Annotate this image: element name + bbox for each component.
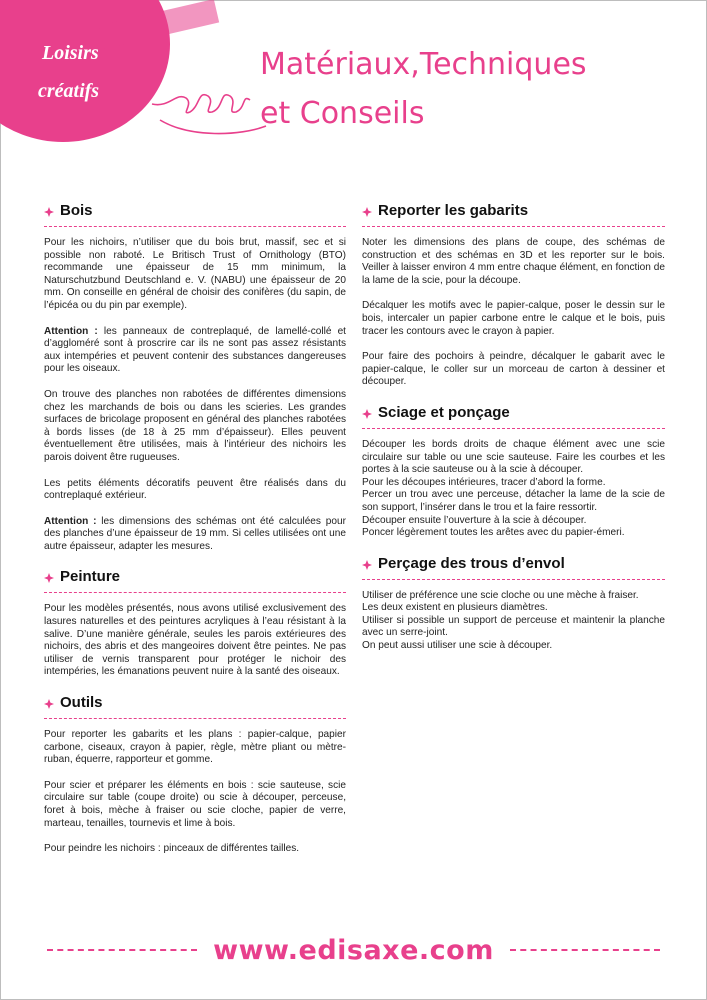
section-divider	[362, 226, 665, 227]
paragraph-text: Pour les modèles présentés, nous avons utilisé exclusivement des lasures naturelles et des peintures acryliques à l’eau résistant à la salive. D’une manière générale, seules les parois extérieures des nichoirs, des abris et des mangeoires doivent être peintes. Ne pas utiliser de vernis transparent pour protéger le nichoir des intempéries, les émanations peuvent nuire à la santé des oiseaux.	[44, 603, 346, 678]
diamond-bullet-icon	[362, 560, 372, 570]
section-title-text: Peinture	[60, 568, 121, 586]
paragraph	[44, 478, 346, 503]
paragraph-label: Attention :	[44, 325, 104, 337]
paragraph-text: On trouve des planches non rabotées de différentes dimensions chez les marchands de bois ou dans les scieries. Les grandes surfaces de bricolage proposent en général des planches rabotées à bords lisses (de 18 à 25 mm d’épaisseur). Elles peuvent éventuellement être utilisées, mais à l’intérieur des nichoirs les parois doivent être rugueuses.	[44, 388, 346, 463]
paragraph	[362, 237, 665, 287]
paragraph-text: Pour faire des pochoirs à peindre, décalquer le gabarit avec le papier-calque, le coller sur un morceau de carton à dessiner et découper.	[362, 351, 665, 388]
section-title	[362, 553, 665, 575]
footer	[0, 934, 707, 966]
diamond-bullet-icon	[362, 207, 372, 217]
paragraph	[362, 439, 665, 540]
paragraph	[44, 237, 346, 313]
paragraph-text: Découper les bords droits de chaque élément avec une scie circulaire sur table ou une scie sauteuse. Faire les courbes et les portes à la scie sauteuse ou à la scie à découper. Pour les découpes intérieures, tracer d’abord la forme. Percer un trou avec une perceuse, détacher la lame de la scie de son support, l’insérer dans le trou et la faire ressortir. Découper ensuite l’ouverture à la scie à découper. Poncer légèrement toutes les arêtes avec du papier-émeri.	[362, 438, 665, 539]
paragraph	[44, 326, 346, 376]
section-divider	[362, 579, 665, 580]
paragraph-text: Pour les nichoirs, n’utiliser que du bois brut, massif, sec et si possible non raboté. Le Britisch Trust of Ornithology (BTO) recommande une épaisseur de 15 mm minimum, la Naturschutzbund Deutschland e. V. (NABU) une épaisseur de 20 mm. On conseille en général de choisir des conifères (du sapin, de l’épicéa ou du pin par exemple).	[44, 237, 346, 311]
paragraph-text: Utiliser de préférence une scie cloche ou une mèche à fraiser. Les deux existent en plusieurs diamètres. Utiliser si possible un support de perceuse et maintenir la planche avec un serre-joint. On peut aussi utiliser une scie à découper.	[362, 589, 665, 652]
section-title	[362, 402, 665, 424]
footer-dashes-left	[47, 949, 197, 951]
page-title-line-2: et Conseils	[260, 96, 425, 131]
section-divider	[362, 428, 665, 429]
paragraph-text: Les petits éléments décoratifs peuvent être réalisés dans du contreplaqué extérieur.	[44, 477, 346, 502]
paragraph	[362, 351, 665, 389]
paragraph	[44, 516, 346, 554]
paragraph-text: Décalquer les motifs avec le papier-calque, poser le dessin sur le bois, intercaler un papier carbone entre le calque et le bois, puis tracer les contours avec le crayon à papier.	[362, 300, 665, 337]
diamond-bullet-icon	[44, 573, 54, 583]
paragraph-label: Attention :	[44, 515, 102, 527]
paragraph	[362, 590, 665, 653]
section-title	[362, 200, 665, 222]
paragraph-text: Noter les dimensions des plans de coupe, des schémas de construction et des schémas en 3D et les reporter sur le bois. Veiller à laisser environ 4 mm entre chaque élément, en fonction de la lame de la scie, pour la découpe.	[362, 237, 665, 286]
paragraph-text: Pour reporter les gabarits et les plans : papier-calque, papier carbone, ciseaux, crayon à papier, règle, mètre pliant ou mètre-ruban, équerre, rapporteur et gomme.	[44, 729, 346, 766]
page-title-line-1: Matériaux,Techniques	[260, 47, 587, 82]
paragraph-text: Pour peindre les nichoirs : pinceaux de différentes tailles.	[44, 843, 300, 855]
section-title-text: Bois	[60, 202, 93, 219]
paragraph	[44, 780, 346, 830]
badge-line-2: créatifs	[38, 80, 100, 102]
section-title-text: Perçage des trous d’envol	[378, 554, 565, 572]
diamond-bullet-icon	[44, 207, 54, 217]
diamond-bullet-icon	[362, 409, 372, 419]
section-title-text: Outils	[60, 694, 103, 712]
paragraph-text: Pour scier et préparer les éléments en bois : scie sauteuse, scie circulaire sur table (coupe droite) ou scie à découper, perceuse, foret à bois, mèche à fraiser ou scie cloche, papier de verre, marteau, tenailles, tournevis et lime à bois.	[44, 779, 346, 829]
paragraph	[44, 729, 346, 767]
paragraph	[44, 389, 346, 465]
section-title-text: Sciage et ponçage	[378, 403, 510, 421]
badge-line-1: Loisirs	[42, 42, 99, 64]
section-divider	[44, 718, 346, 719]
paragraph	[44, 843, 346, 856]
paragraph-text: les panneaux de contreplaqué, de lamellé-collé et d’aggloméré sont à proscrire car ils ne sont pas assez résistants aux intempéries et peuvent contenir des substances dangereuses pour les oiseaux.	[44, 325, 346, 375]
section-title	[44, 200, 346, 222]
paragraph	[362, 300, 665, 338]
paragraph	[44, 603, 346, 679]
section-divider	[44, 592, 346, 593]
footer-url: www.edisaxe.com	[213, 934, 494, 966]
section-title	[44, 692, 346, 714]
left-column	[44, 200, 346, 869]
paragraph-text: les dimensions des schémas ont été calculées pour des planches d’une épaisseur de 19 mm. Si celles utilisées ont une autre épaisseur, adapter les mesures.	[44, 515, 346, 552]
footer-dashes-right	[510, 949, 660, 951]
swirl-decoration	[150, 84, 270, 140]
section-divider	[44, 226, 346, 227]
right-column	[362, 200, 665, 666]
diamond-bullet-icon	[44, 699, 54, 709]
section-title	[44, 566, 346, 588]
section-title-text: Reporter les gabarits	[378, 202, 529, 219]
